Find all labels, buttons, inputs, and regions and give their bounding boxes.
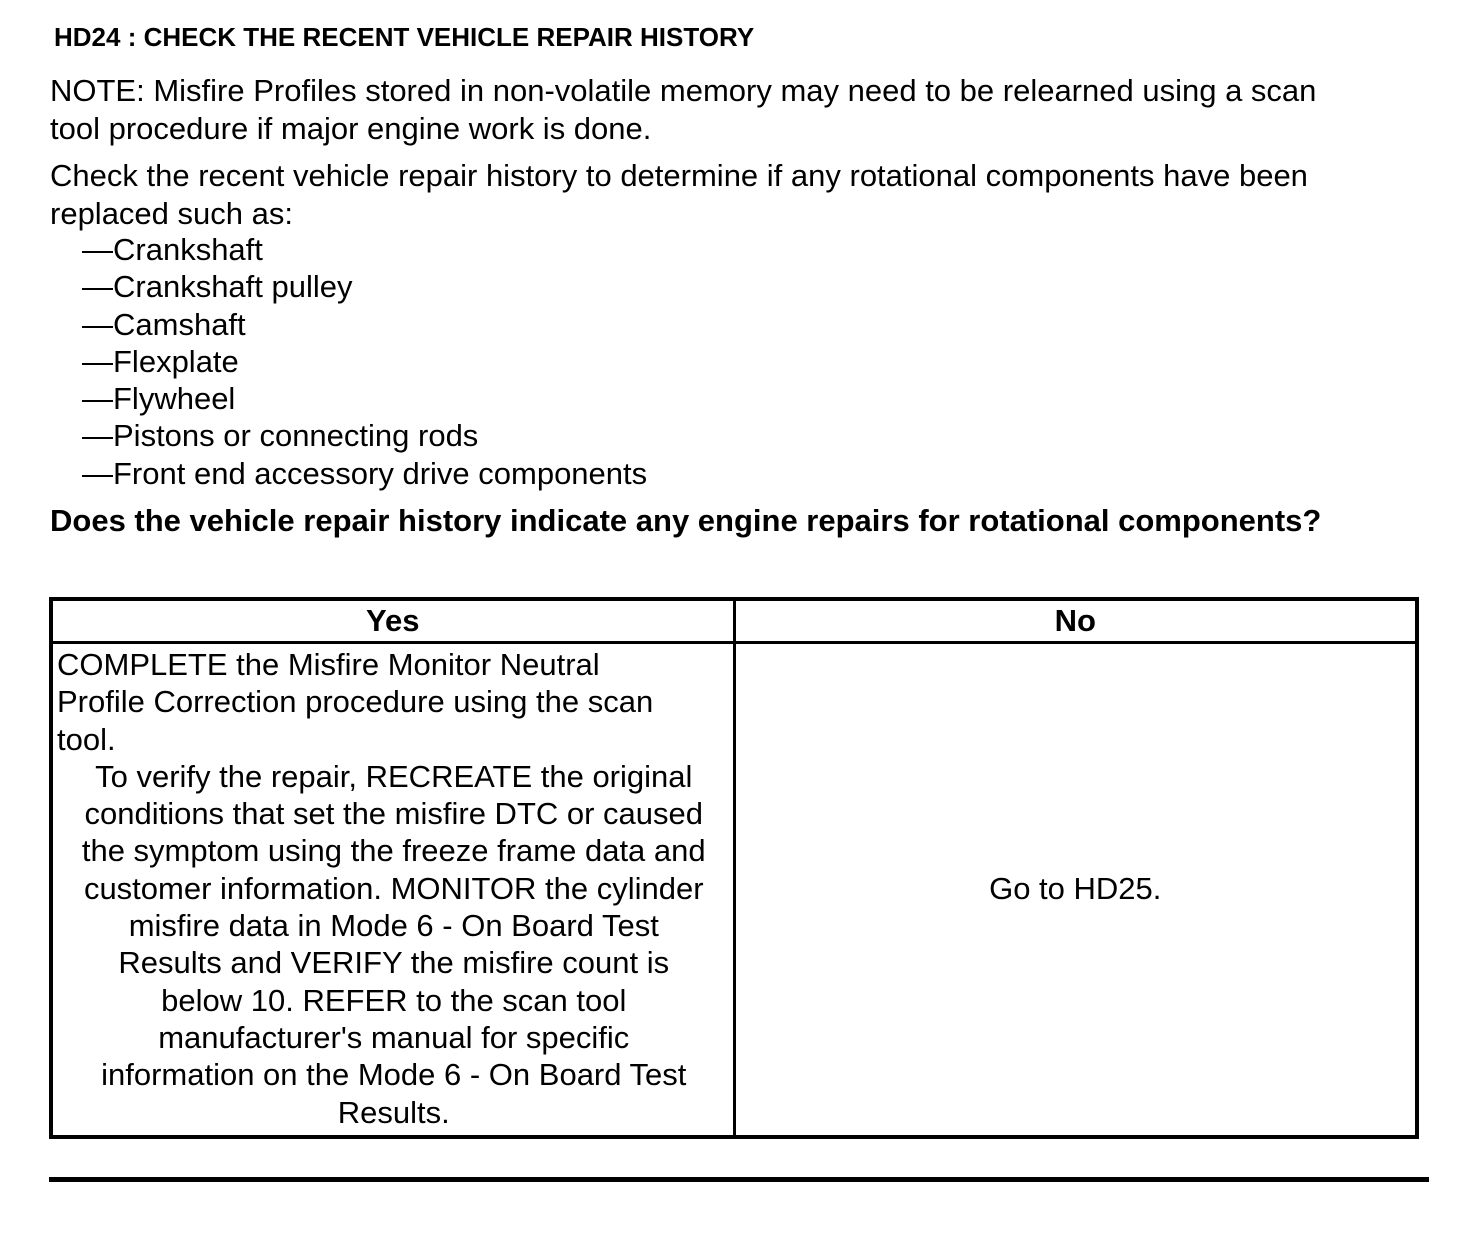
bottom-divider <box>49 1177 1429 1182</box>
component-item: —Pistons or connecting rods <box>82 418 479 454</box>
yes-verify-text <box>57 758 731 1131</box>
yes-line: Profile Correction procedure using the scan <box>57 684 654 720</box>
table-header-row <box>51 599 1417 643</box>
note-paragraph <box>50 72 1316 148</box>
intro-line: Check the recent vehicle repair history to determine if any rotational components have been <box>50 158 1308 193</box>
component-item: —Front end accessory drive components <box>82 455 648 491</box>
yes-action-cell <box>51 643 734 1137</box>
yes-line: tool. <box>57 721 116 757</box>
yes-verify-line: customer information. MONITOR the cylinder <box>83 870 704 906</box>
component-item: —Flywheel <box>82 381 236 417</box>
yes-verify-line: To verify the repair, RECREATE the original <box>95 758 693 794</box>
intro-line: replaced such as: <box>50 196 293 231</box>
yes-verify-line: Results and VERIFY the misfire count is <box>118 945 670 981</box>
yes-verify-line: Results. <box>337 1094 450 1130</box>
yes-line: COMPLETE the Misfire Monitor Neutral <box>57 647 600 682</box>
no-header: No <box>734 599 1417 643</box>
component-list <box>82 231 647 492</box>
yes-header: Yes <box>51 599 734 643</box>
yes-verify-line: misfire data in Mode 6 - On Board Test <box>128 908 659 944</box>
yes-verify-line: conditions that set the misfire DTC or caused <box>84 796 704 832</box>
yes-verify-line: information on the Mode 6 - On Board Test <box>101 1057 687 1093</box>
component-item: —Flexplate <box>82 343 239 379</box>
yes-verify-line: below 10. REFER to the scan tool <box>161 982 627 1018</box>
intro-paragraph <box>50 157 1308 233</box>
decision-table <box>49 597 1419 1139</box>
decision-question: Does the vehicle repair history indicate any engine repairs for rotational components? <box>50 503 1322 538</box>
table-row <box>51 643 1417 1137</box>
yes-verify-line: manufacturer's manual for specific <box>158 1019 630 1055</box>
yes-procedure-text <box>57 646 731 758</box>
note-line: NOTE: Misfire Profiles stored in non-volatile memory may need to be relearned using a scan <box>50 73 1317 108</box>
note-line: tool procedure if major engine work is done. <box>50 111 652 146</box>
component-item: —Camshaft <box>82 306 246 342</box>
no-action-cell: Go to HD25. <box>734 643 1417 1137</box>
component-item: —Crankshaft <box>82 232 263 267</box>
yes-verify-line: the symptom using the freeze frame data and <box>81 833 706 869</box>
component-item: —Crankshaft pulley <box>82 269 353 305</box>
page-heading: HD24 : CHECK THE RECENT VEHICLE REPAIR HISTORY <box>54 22 755 52</box>
